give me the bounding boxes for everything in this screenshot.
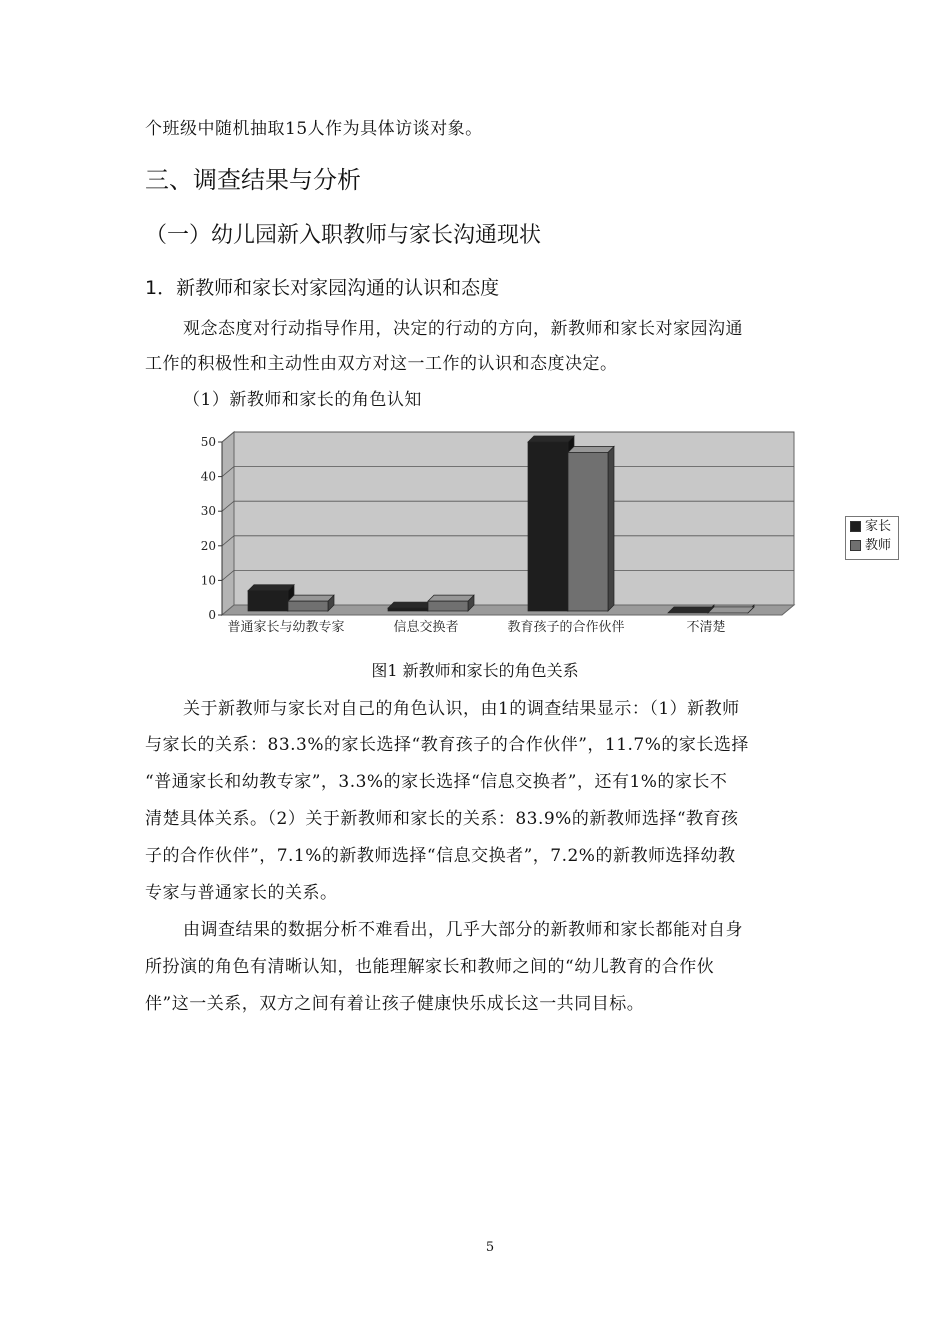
paragraph-line: 工作的积极性和主动性由双方对这一工作的认识和态度决定。 [145,354,618,374]
bar-top [428,595,474,601]
y-tick-label: 50 [200,435,216,449]
y-tick-label: 0 [208,608,216,622]
page-number: 5 [485,1240,495,1255]
x-tick-label: 信息交换者 [393,620,459,635]
legend-item-parent [846,517,898,536]
legend-label-teacher: 教师 [865,538,892,553]
paragraph-line: 所扮演的角色有清晰认知，也能理解家长和教师之间的“幼儿教育的合作伙 [145,957,715,977]
paragraph-line: 子的合作伙伴”，7.1%的新教师选择“信息交换者”，7.2%的新教师选择幼教 [145,846,736,866]
paragraph-line: 清楚具体关系。（2）关于新教师和家长的关系：83.9%的新教师选择“教育孩 [145,809,739,829]
bar [388,608,428,611]
chart-legend [845,516,899,560]
subheading-line: （1）新教师和家长的角色认知 [183,390,422,410]
bar [568,452,608,611]
paragraph-line: 由调查结果的数据分析不难看出，几乎大部分的新教师和家长都能对自身 [183,920,743,940]
paragraph-line: 关于新教师与家长对自己的角色认识，由1的调查结果显示：（1）新教师 [183,699,740,719]
y-tick-label: 40 [200,469,216,484]
paragraph-line: 观念态度对行动指导作用，决定的行动的方向，新教师和家长对家园沟通 [183,319,743,339]
figure-caption: 图1 新教师和家长的角色关系 [371,661,579,680]
y-tick-label: 20 [200,538,216,553]
paragraph-line: 个班级中随机抽取15人作为具体访谈对象。 [145,119,483,139]
chart-back-wall [234,432,794,605]
bar-chart [190,425,800,645]
legend-label-parent: 家长 [865,519,892,534]
paragraph-line: 与家长的关系：83.3%的家长选择“教育孩子的合作伙伴”，11.7%的家长选择 [145,735,749,755]
y-tick-label: 30 [200,504,216,519]
legend-swatch-teacher [850,540,861,551]
bar [428,601,468,611]
bar-side [608,446,614,611]
paragraph-line: 伴”这一关系，双方之间有着让孩子健康快乐成长这一共同目标。 [145,994,645,1014]
y-tick-label: 10 [200,573,216,588]
bar-top [288,595,334,601]
bar-top [388,602,434,608]
subsection-heading: （一）幼儿园新入职教师与家长沟通现状 [145,223,542,248]
chart-plot-area [222,432,794,615]
x-tick-label: 教育孩子的合作伙伴 [507,620,625,635]
bar-top [528,436,574,442]
bar [288,601,328,611]
bar-top [248,585,294,591]
chart-y-ticks [201,435,222,622]
chart-side-wall [222,432,234,615]
item-heading: 1．新教师和家长对家园沟通的认识和态度 [145,277,500,299]
chart-x-ticks [227,619,725,635]
bar-top [568,446,614,452]
bar-top [708,607,754,613]
legend-swatch-parent [850,521,861,532]
bar-top [668,607,714,613]
x-tick-label: 普通家长与幼教专家 [227,620,345,635]
paragraph-line: 专家与普通家长的关系。 [145,883,338,903]
paragraph-line: “普通家长和幼教专家”，3.3%的家长选择“信息交换者”，还有1%的家长不 [145,772,728,792]
bar [528,442,568,611]
bar [248,591,288,611]
legend-item-teacher [846,536,898,555]
section-heading: 三、调查结果与分析 [145,166,361,194]
x-tick-label: 不清楚 [686,620,726,635]
